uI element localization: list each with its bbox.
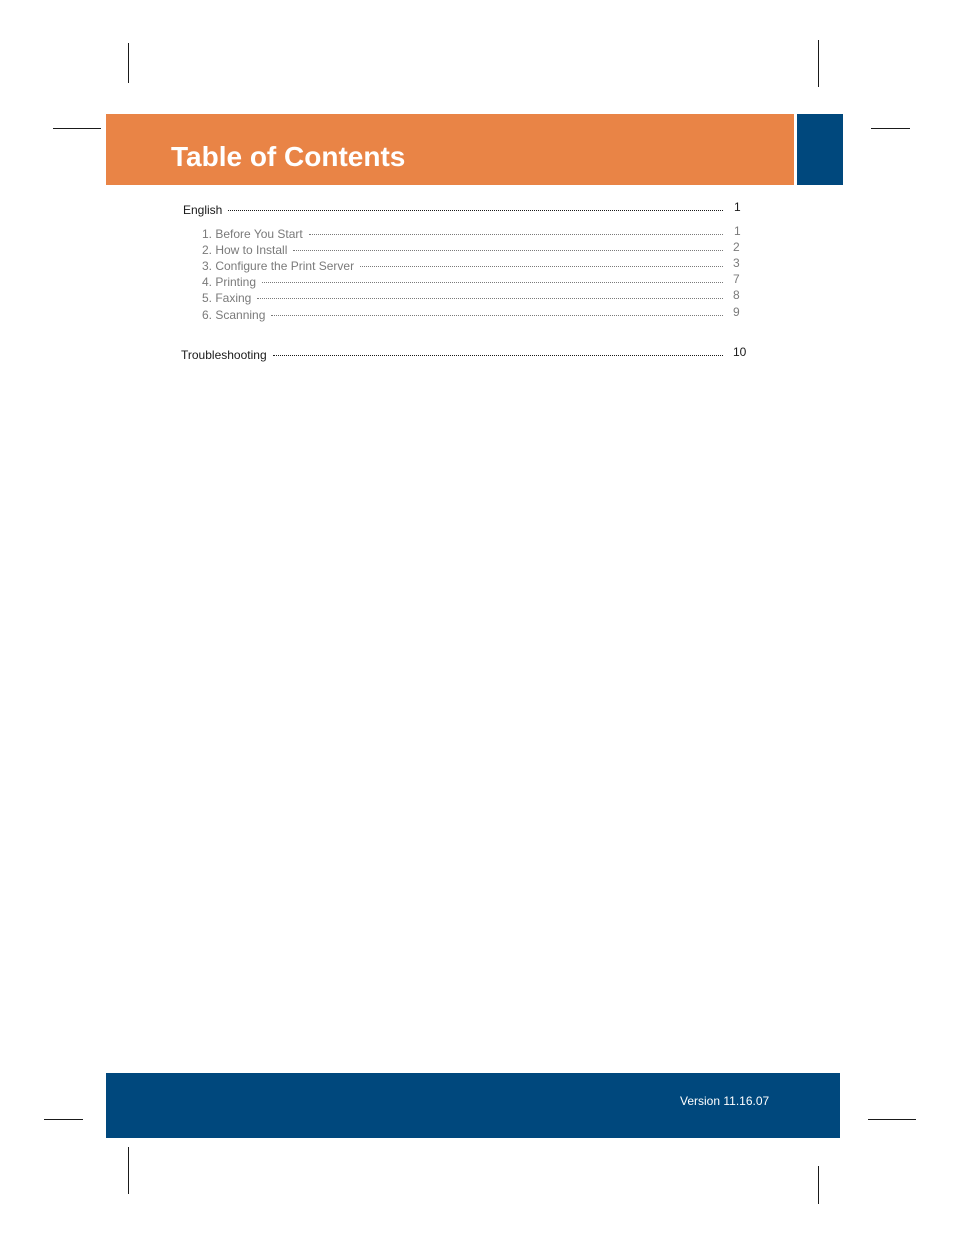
toc-entry-page: 9 (733, 305, 740, 319)
toc-dot-leader (309, 224, 723, 238)
toc-entry-page: 1 (734, 224, 741, 238)
toc-entry-how-to-install[interactable] (202, 240, 723, 257)
toc-entry-english[interactable] (183, 200, 723, 217)
toc-entry-before-you-start[interactable] (202, 224, 723, 241)
crop-mark-bottom-right-vertical (818, 1166, 819, 1204)
crop-mark-top-left-vertical (128, 43, 129, 83)
page-title: Table of Contents (171, 141, 406, 172)
crop-mark-top-left-horizontal (53, 128, 101, 129)
footer-banner (106, 1073, 840, 1138)
toc-dot-leader (293, 240, 723, 254)
crop-mark-top-right-horizontal (871, 128, 910, 129)
toc-entry-page: 1 (734, 200, 741, 214)
toc-dot-leader (257, 288, 723, 302)
toc-entry-label: Troubleshooting (181, 348, 267, 362)
toc-entry-printing[interactable] (202, 272, 723, 289)
version-label: Version 11.16.07 (680, 1094, 770, 1108)
toc-dot-leader (273, 345, 723, 359)
crop-mark-bottom-left-vertical (128, 1147, 129, 1194)
toc-entry-page: 8 (733, 288, 740, 302)
toc-dot-leader (360, 256, 723, 270)
toc-dot-leader (228, 200, 723, 214)
toc-dot-leader (271, 305, 723, 319)
toc-entry-label: 6. Scanning (202, 308, 266, 322)
toc-entry-label: 2. How to Install (202, 243, 288, 257)
toc-entry-page: 2 (733, 240, 740, 254)
toc-dot-leader (262, 272, 723, 286)
toc-entry-page: 10 (733, 345, 747, 359)
header-accent-block (797, 114, 843, 185)
toc-entry-scanning[interactable] (202, 305, 723, 322)
toc-entry-page: 7 (733, 272, 740, 286)
toc-entry-label: 4. Printing (202, 275, 257, 289)
toc-entry-configure-print-server[interactable] (202, 256, 723, 273)
toc-entry-troubleshooting[interactable] (181, 345, 723, 362)
crop-mark-bottom-right-horizontal (868, 1119, 916, 1120)
header-banner (106, 114, 794, 185)
toc-entry-page: 3 (733, 256, 740, 270)
toc-entry-label: 3. Configure the Print Server (202, 259, 355, 273)
crop-mark-top-right-vertical (818, 40, 819, 87)
toc-entry-label: 1. Before You Start (202, 227, 303, 241)
crop-mark-bottom-left-horizontal (44, 1119, 83, 1120)
toc-entry-label: English (183, 203, 223, 217)
toc-entry-faxing[interactable] (202, 288, 723, 305)
toc-entry-label: 5. Faxing (202, 291, 252, 305)
